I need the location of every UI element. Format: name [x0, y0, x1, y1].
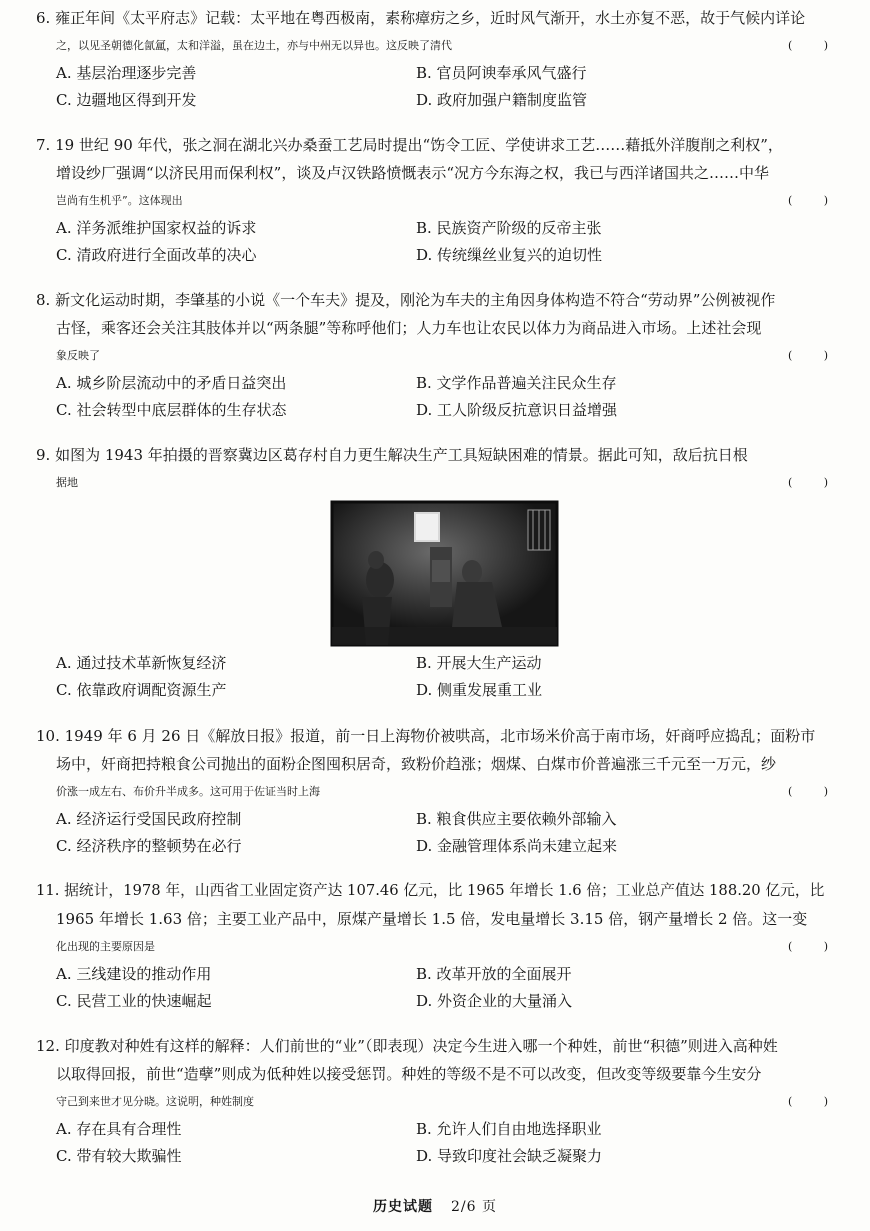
option-d: D. 工人阶级反抗意识日益增强: [416, 401, 618, 419]
options: [36, 650, 836, 704]
question-stem-line: 岂尚有生机乎”。这体现出 ( ): [36, 187, 836, 215]
answer-bracket: ( ): [788, 194, 843, 207]
option-c: C. 依靠政府调配资源生产: [56, 681, 227, 699]
option-b: B. 允许人们自由地选择职业: [416, 1120, 602, 1138]
question-6: [36, 4, 843, 114]
answer-bracket: ( ): [788, 1095, 843, 1108]
question-stem-line: 守己到来世才见分晓。这说明，种姓制度 ( ): [36, 1088, 836, 1116]
question-stem-line: 增设纱厂强调“以济民用而保利权”，谈及卢汉铁路愤慨表示“况方今东海之权，我已与西洋诸国共之……中华: [56, 164, 770, 182]
option-b: B. 粮食供应主要依赖外部输入: [416, 810, 617, 828]
answer-bracket: ( ): [788, 349, 843, 362]
question-stem-line: 8. 新文化运动时期，李肇基的小说《一个车夫》提及，刚沦为车夫的主角因身体构造不符合“劳动界”公例被视作: [36, 291, 776, 309]
option-b: B. 文学作品普遍关注民众生存: [416, 374, 617, 392]
option-c: C. 社会转型中底层群体的生存状态: [56, 401, 287, 419]
question-11: [36, 877, 843, 1015]
question-7: [36, 131, 843, 269]
option-a: A. 基层治理逐步完善: [56, 64, 197, 82]
question-10: [36, 722, 843, 860]
option-c: C. 经济秩序的整顿势在必行: [56, 837, 242, 855]
answer-bracket: ( ): [788, 940, 843, 953]
question-stem-line: 9. 如图为 1943 年拍摄的晋察冀边区葛存村自力更生解决生产工具短缺困难的情景。据此可知，敌后抗日根: [36, 446, 748, 464]
option-c: C. 清政府进行全面改革的决心: [56, 246, 257, 264]
question-stem-line: 古怪，乘客还会关注其肢体并以“两条腿”等称呼他们；人力车也让农民以体力为商品进入市场。上述社会现: [56, 319, 762, 337]
question-stem-line: 11. 据统计，1978 年，山西省工业固定资产达 107.46 亿元，比 1965 年增长 1.6 倍；工业总产值达 188.20 亿元，比: [36, 882, 825, 899]
option-a: A. 洋务派维护国家权益的诉求: [56, 219, 257, 237]
options: [36, 1116, 836, 1170]
footer-page-number: 2/6 页: [451, 1199, 497, 1215]
answer-bracket: ( ): [788, 476, 843, 489]
question-stem-line: 之，以见圣朝德化氤氲，太和洋溢，虽在边土，亦与中州无以异也。这反映了清代 ( ): [36, 32, 836, 60]
photo-image: [332, 502, 557, 645]
options: [36, 370, 836, 424]
option-d: D. 侧重发展重工业: [416, 681, 543, 699]
option-b: B. 民族资产阶级的反帝主张: [416, 219, 602, 237]
historical-photo: [332, 502, 557, 645]
question-stem-line: 价涨一成左右、布价升半成多。这可用于佐证当时上海 ( ): [36, 778, 836, 806]
question-stem-line: 场中，奸商把持粮食公司抛出的面粉企图囤积居奇，致粉价趋涨；烟煤、白煤市价普遍涨三千元至一万元，纱: [56, 755, 777, 773]
question-stem-line: 12. 印度教对种姓有这样的解释：人们前世的“业”（即表现）决定今生进入哪一个种姓，前世“积德”则进入高种姓: [36, 1037, 778, 1055]
question-stem-line: 10. 1949 年 6 月 26 日《解放日报》报道，前一日上海物价被哄高，北市场米价高于南市场，奸商呼应捣乱；面粉市: [36, 727, 816, 745]
option-c: C. 民营工业的快速崛起: [56, 992, 212, 1010]
option-b: B. 改革开放的全面展开: [416, 965, 572, 983]
option-b: B. 官员阿谀奉承风气盛行: [416, 64, 587, 82]
option-d: D. 政府加强户籍制度监管: [416, 91, 588, 109]
option-d: D. 传统缫丝业复兴的迫切性: [416, 246, 603, 264]
question-stem-line: 化出现的主要原因是 ( ): [36, 933, 836, 961]
option-d: D. 外资企业的大量涌入: [416, 992, 573, 1010]
option-a: A. 经济运行受国民政府控制: [56, 810, 242, 828]
question-8: [36, 286, 843, 424]
question-stem-line: 6. 雍正年间《太平府志》记载：太平地在粤西极南，素称瘴疠之乡，近时风气渐开，水土亦复不恶，故于气候内详论: [36, 9, 806, 27]
options: [36, 961, 836, 1015]
option-a: A. 存在具有合理性: [56, 1120, 182, 1138]
option-d: D. 导致印度社会缺乏凝聚力: [416, 1147, 603, 1165]
question-9: [36, 441, 843, 497]
answer-bracket: ( ): [788, 785, 843, 798]
option-b: B. 开展大生产运动: [416, 654, 542, 672]
option-a: A. 三线建设的推动作用: [56, 965, 212, 983]
question-stem-line: 7. 19 世纪 90 年代，张之洞在湖北兴办桑蚕工艺局时提出“饬令工匠、学使讲求工艺……藉抵外洋腹削之利权”，: [36, 136, 783, 154]
answer-bracket: ( ): [788, 39, 843, 52]
options: [36, 806, 836, 860]
question-stem-line: 1965 年增长 1.63 倍；主要工业产品中，原煤产量增长 1.5 倍，发电量增长 3.15 倍，钢产量增长 2 倍。这一变: [56, 910, 808, 928]
option-c: C. 边疆地区得到开发: [56, 91, 197, 109]
question-stem-line: 据地 ( ): [36, 469, 836, 497]
question-stem-line: 象反映了 ( ): [36, 342, 836, 370]
option-a: A. 城乡阶层流动中的矛盾日益突出: [56, 374, 287, 392]
question-12: [36, 1032, 843, 1170]
page-footer: [0, 1196, 870, 1216]
options: [36, 215, 836, 269]
option-a: A. 通过技术革新恢复经济: [56, 654, 227, 672]
options: [36, 60, 836, 114]
footer-subject: 历史试题: [373, 1199, 433, 1215]
option-d: D. 金融管理体系尚未建立起来: [416, 837, 618, 855]
question-stem-line: 以取得回报，前世“造孽”则成为低种姓以接受惩罚。种姓的等级不是不可以改变，但改变等级要靠今生安分: [56, 1065, 762, 1083]
option-c: C. 带有较大欺骗性: [56, 1147, 182, 1165]
question-9-options: [36, 650, 836, 704]
